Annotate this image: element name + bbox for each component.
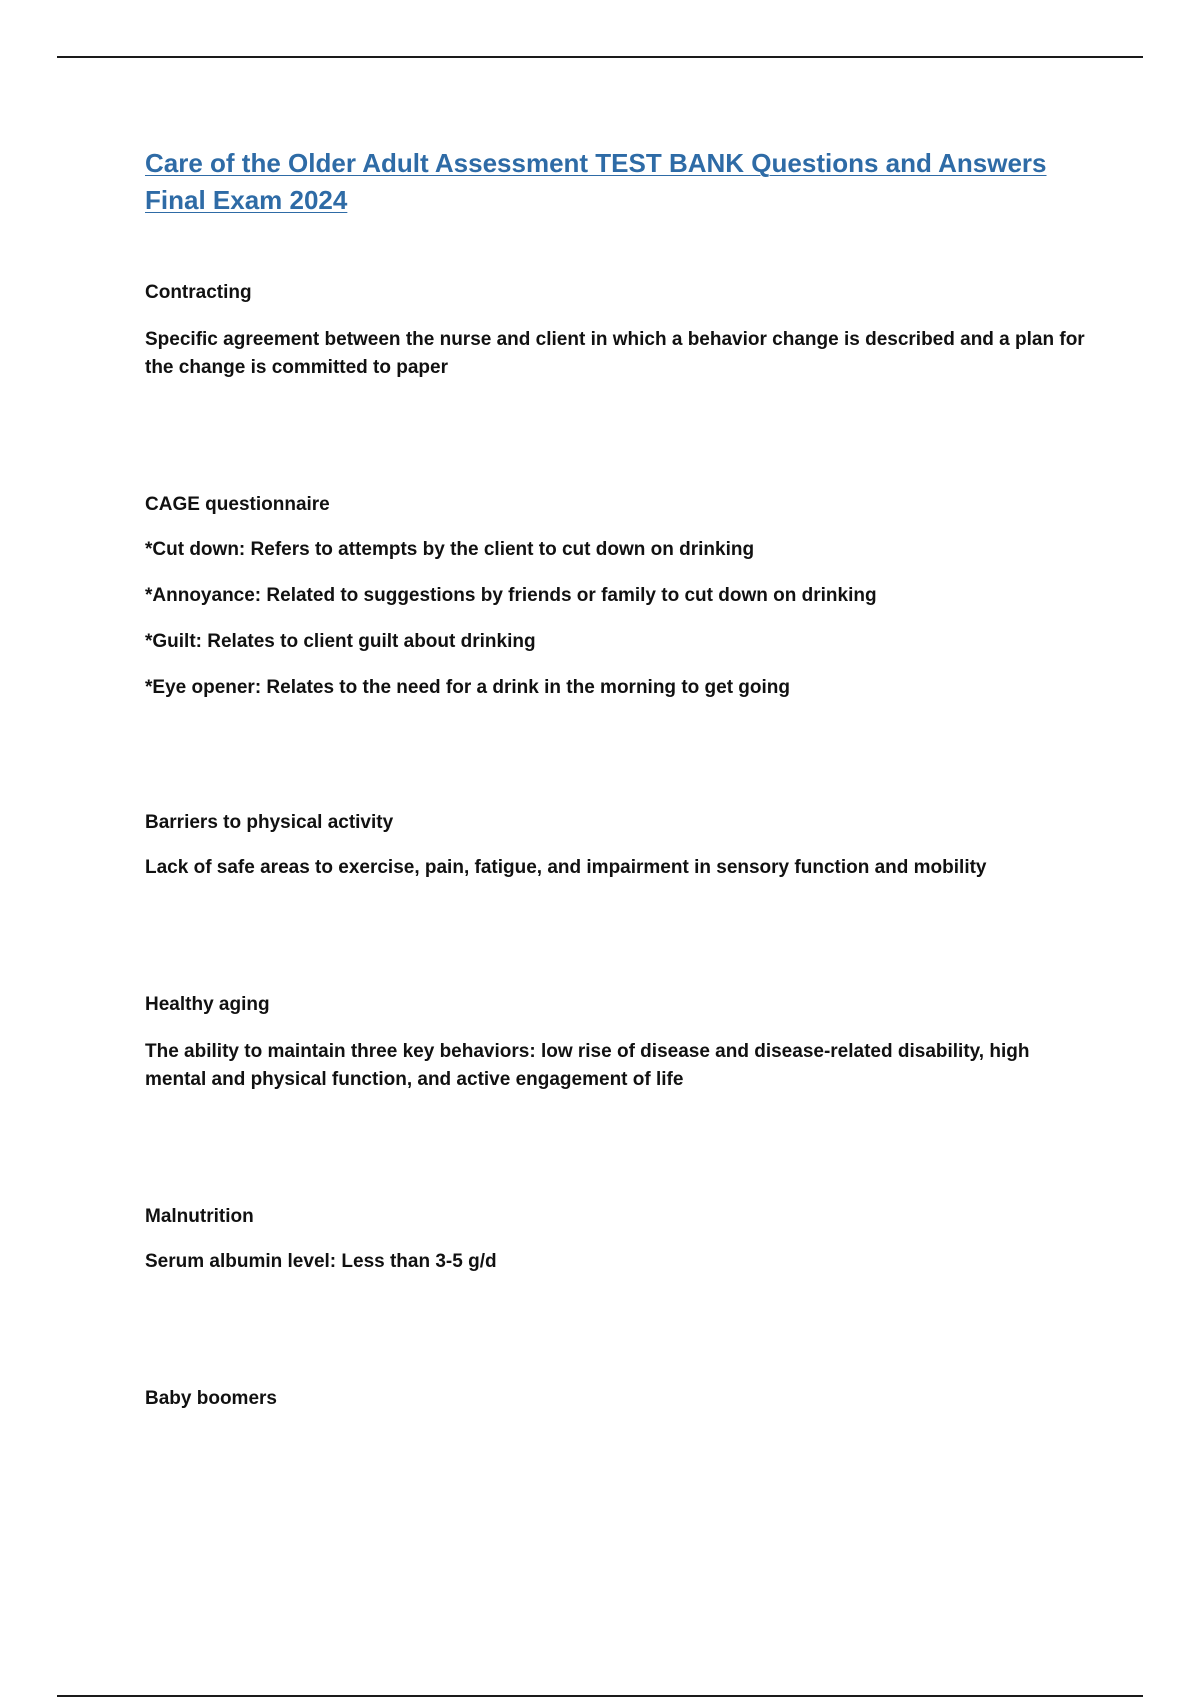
bottom-rule bbox=[57, 1695, 1143, 1697]
entry-baby-boomers bbox=[145, 1386, 1085, 1412]
entry-term: Contracting bbox=[145, 282, 252, 303]
document-title[interactable]: Care of the Older Adult Assessment TEST BANK Questions and Answers Final Exam 2024 bbox=[145, 148, 1047, 215]
cage-item-guilt: *Guilt: Relates to client guilt about drinking bbox=[145, 631, 536, 652]
cage-items-list bbox=[145, 536, 1085, 702]
entry-cage-questionnaire bbox=[145, 492, 1085, 702]
entry-healthy-aging bbox=[145, 992, 1085, 1094]
cage-item-cut-down: *Cut down: Refers to attempts by the client to cut down on drinking bbox=[145, 539, 755, 560]
entry-malnutrition bbox=[145, 1204, 1085, 1276]
entry-term: Baby boomers bbox=[145, 1388, 277, 1409]
entry-contracting bbox=[145, 280, 1085, 382]
cage-item-annoyance: *Annoyance: Related to suggestions by friends or family to cut down on drinking bbox=[145, 585, 877, 606]
entry-term: Healthy aging bbox=[145, 994, 270, 1015]
entry-definition: The ability to maintain three key behaviors: low rise of disease and disease-related disability, high mental and physical function, and active engagement of life bbox=[145, 1041, 1030, 1090]
entry-definition: Serum albumin level: Less than 3-5 g/d bbox=[145, 1251, 497, 1272]
entry-term: Malnutrition bbox=[145, 1206, 254, 1227]
cage-item-eye-opener: *Eye opener: Relates to the need for a drink in the morning to get going bbox=[145, 677, 791, 698]
entry-term: Barriers to physical activity bbox=[145, 812, 394, 833]
entry-definition: Lack of safe areas to exercise, pain, fatigue, and impairment in sensory function and mobility bbox=[145, 857, 987, 878]
entry-term: CAGE questionnaire bbox=[145, 494, 330, 515]
top-rule bbox=[57, 56, 1143, 58]
entry-barriers-physical-activity bbox=[145, 810, 1085, 882]
entry-definition: Specific agreement between the nurse and client in which a behavior change is described and a plan for the change is committed to paper bbox=[145, 329, 1085, 378]
